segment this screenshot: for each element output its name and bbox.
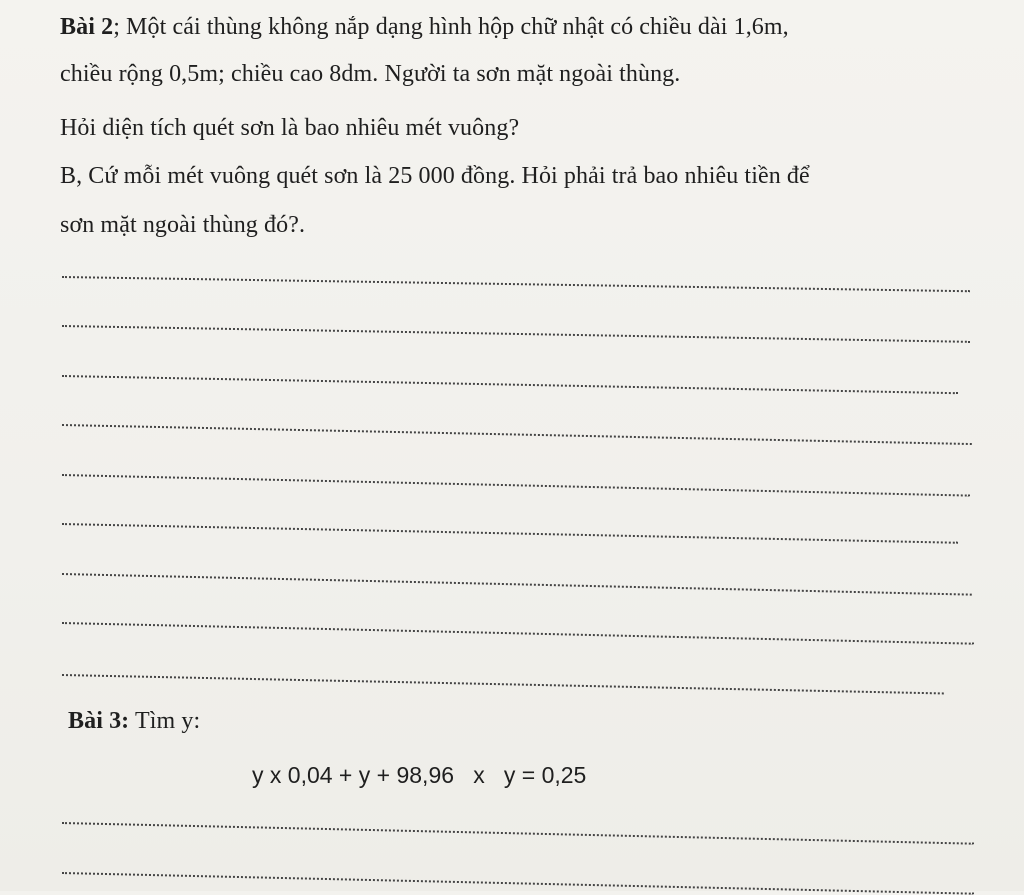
answer-line[interactable] xyxy=(62,872,974,895)
problem3-label: Bài 3: xyxy=(68,708,130,734)
answer-line[interactable] xyxy=(62,474,970,497)
problem2-line4: B, Cứ mỗi mét vuông quét sơn là 25 000 đồng. Hỏi phải trả bao nhiêu tiền để xyxy=(60,163,810,189)
problem2-line2: chiều rộng 0,5m; chiều cao 8dm. Người ta sơn mặt ngoài thùng. xyxy=(60,61,681,87)
answer-line[interactable] xyxy=(62,375,958,394)
problem2-line3: Hỏi diện tích quét sơn là bao nhiêu mét vuông? xyxy=(60,115,520,141)
problem2-label: Bài 2 xyxy=(60,14,114,40)
problem2-line5: sơn mặt ngoài thùng đó?. xyxy=(60,212,306,238)
answer-line[interactable] xyxy=(62,622,974,645)
answer-line[interactable] xyxy=(62,523,958,544)
answer-line[interactable] xyxy=(62,822,974,845)
problem3-title xyxy=(68,706,200,736)
answer-line[interactable] xyxy=(62,325,970,343)
problem3-title-text: Tìm y: xyxy=(129,708,201,734)
answer-line[interactable] xyxy=(62,674,944,694)
answer-line[interactable] xyxy=(62,573,972,596)
answer-line[interactable] xyxy=(62,424,972,445)
answer-line[interactable] xyxy=(62,276,970,292)
problem3-equation: y x 0,04 + y + 98,96 x y = 0,25 xyxy=(252,762,587,788)
problem2-line1-text: ; Một cái thùng không nắp dạng hình hộp chữ nhật có chiều dài 1,6m, xyxy=(113,14,789,40)
problem2-line1 xyxy=(60,12,789,42)
